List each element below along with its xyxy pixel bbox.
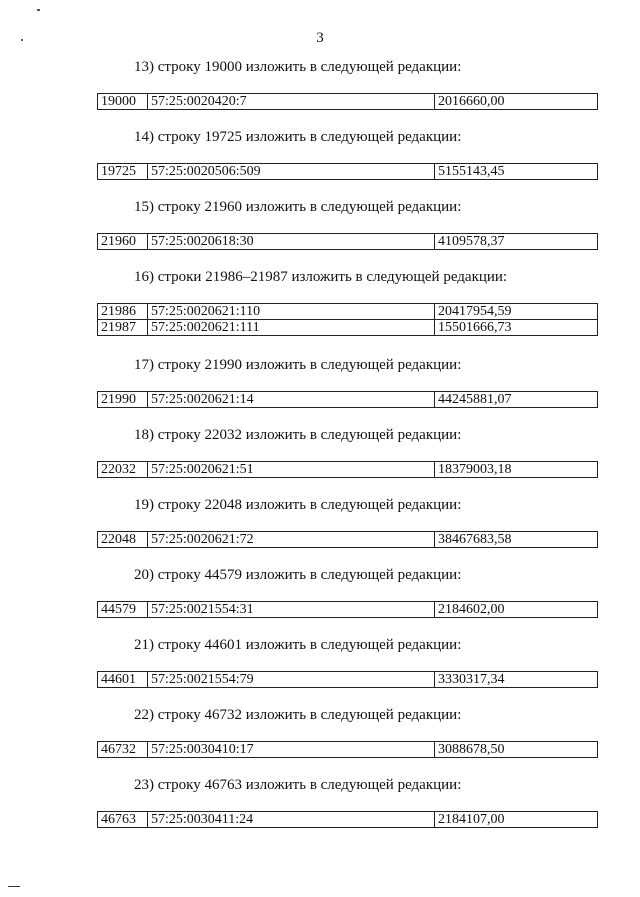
row-number-cell: 21960 xyxy=(98,234,148,250)
value-cell: 2184602,00 xyxy=(435,602,598,618)
amendment-instruction: 23) строку 46763 изложить в следующей редакции: xyxy=(134,777,462,793)
cadastral-number-cell: 57:25:0020618:30 xyxy=(148,234,435,250)
scan-mark-top xyxy=(37,9,40,11)
amendment-item xyxy=(0,58,640,128)
cadastral-number-cell: 57:25:0020621:14 xyxy=(148,392,435,408)
amendment-item xyxy=(0,566,640,636)
value-cell: 2016660,00 xyxy=(435,94,598,110)
amendment-item xyxy=(0,776,640,846)
amendment-instruction: 14) строку 19725 изложить в следующей редакции: xyxy=(134,129,462,145)
amendment-item xyxy=(0,426,640,496)
amendment-item xyxy=(0,128,640,198)
amendment-table xyxy=(97,391,598,408)
amendment-instruction: 22) строку 46732 изложить в следующей редакции: xyxy=(134,707,462,723)
row-number-cell: 19000 xyxy=(98,94,148,110)
cadastral-number-cell: 57:25:0021554:31 xyxy=(148,602,435,618)
table-row xyxy=(98,462,598,478)
table-row xyxy=(98,812,598,828)
cadastral-number-cell: 57:25:0020420:7 xyxy=(148,94,435,110)
amendment-instruction: 21) строку 44601 изложить в следующей редакции: xyxy=(134,637,462,653)
amendment-table xyxy=(97,741,598,758)
cadastral-number-cell: 57:25:0030411:24 xyxy=(148,812,435,828)
amendment-instruction: 20) строку 44579 изложить в следующей редакции: xyxy=(134,567,462,583)
value-cell: 2184107,00 xyxy=(435,812,598,828)
value-cell: 20417954,59 xyxy=(435,304,598,320)
table-row xyxy=(98,94,598,110)
value-cell: 3330317,34 xyxy=(435,672,598,688)
table-row xyxy=(98,320,598,336)
row-number-cell: 21986 xyxy=(98,304,148,320)
amendment-table xyxy=(97,811,598,828)
amendment-instruction: 17) строку 21990 изложить в следующей редакции: xyxy=(134,357,462,373)
value-cell: 18379003,18 xyxy=(435,462,598,478)
value-cell: 38467683,58 xyxy=(435,532,598,548)
amendment-item xyxy=(0,356,640,426)
row-number-cell: 21990 xyxy=(98,392,148,408)
amendment-item xyxy=(0,636,640,706)
amendment-table xyxy=(97,531,598,548)
cadastral-number-cell: 57:25:0020506:509 xyxy=(148,164,435,180)
amendment-table xyxy=(97,671,598,688)
value-cell: 44245881,07 xyxy=(435,392,598,408)
row-number-cell: 46732 xyxy=(98,742,148,758)
amendment-instruction: 19) строку 22048 изложить в следующей редакции: xyxy=(134,497,462,513)
row-number-cell: 44601 xyxy=(98,672,148,688)
amendment-table xyxy=(97,461,598,478)
row-number-cell: 22048 xyxy=(98,532,148,548)
amendment-table xyxy=(97,303,598,336)
value-cell: 4109578,37 xyxy=(435,234,598,250)
amendment-list xyxy=(0,58,640,846)
value-cell: 15501666,73 xyxy=(435,320,598,336)
value-cell: 3088678,50 xyxy=(435,742,598,758)
amendment-table xyxy=(97,163,598,180)
table-row xyxy=(98,672,598,688)
row-number-cell: 44579 xyxy=(98,602,148,618)
amendment-item xyxy=(0,706,640,776)
cadastral-number-cell: 57:25:0020621:51 xyxy=(148,462,435,478)
table-row xyxy=(98,234,598,250)
amendment-item xyxy=(0,268,640,356)
amendment-table xyxy=(97,93,598,110)
amendment-instruction: 16) строки 21986–21987 изложить в следующей редакции: xyxy=(134,269,508,285)
table-row xyxy=(98,392,598,408)
page-number: 3 xyxy=(316,30,324,46)
amendment-instruction: 18) строку 22032 изложить в следующей редакции: xyxy=(134,427,462,443)
table-row xyxy=(98,742,598,758)
row-number-cell: 22032 xyxy=(98,462,148,478)
amendment-item xyxy=(0,198,640,268)
table-row xyxy=(98,164,598,180)
cadastral-number-cell: 57:25:0030410:17 xyxy=(148,742,435,758)
cadastral-number-cell: 57:25:0021554:79 xyxy=(148,672,435,688)
table-row xyxy=(98,532,598,548)
amendment-table xyxy=(97,601,598,618)
amendment-instruction: 15) строку 21960 изложить в следующей редакции: xyxy=(134,199,462,215)
amendment-instruction: 13) строку 19000 изложить в следующей редакции: xyxy=(134,59,462,75)
table-row xyxy=(98,602,598,618)
cadastral-number-cell: 57:25:0020621:110 xyxy=(148,304,435,320)
scan-mark-bottom xyxy=(8,886,20,887)
amendment-item xyxy=(0,496,640,566)
amendment-table xyxy=(97,233,598,250)
table-row xyxy=(98,304,598,320)
row-number-cell: 21987 xyxy=(98,320,148,336)
row-number-cell: 19725 xyxy=(98,164,148,180)
row-number-cell: 46763 xyxy=(98,812,148,828)
cadastral-number-cell: 57:25:0020621:111 xyxy=(148,320,435,336)
value-cell: 5155143,45 xyxy=(435,164,598,180)
cadastral-number-cell: 57:25:0020621:72 xyxy=(148,532,435,548)
